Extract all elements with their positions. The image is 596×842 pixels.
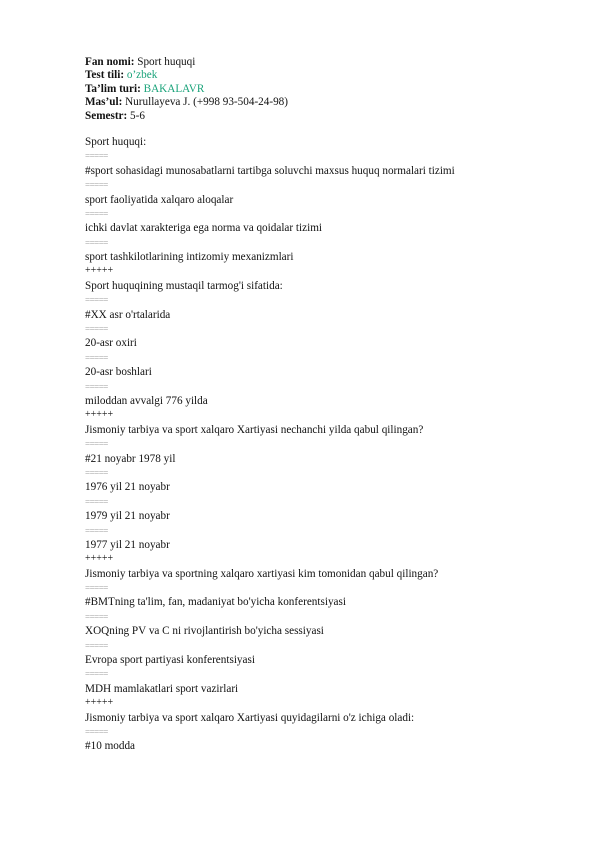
text-line: #BMTning ta'lim, fan, madaniyat bo'yicha konferentsiyasi bbox=[85, 596, 346, 609]
text-line: sport tashkilotlarining intizomiy mexanizmlari bbox=[85, 251, 294, 264]
separator-line: ===== bbox=[85, 324, 108, 335]
text-line: 20-asr boshlari bbox=[85, 366, 152, 379]
education-type-value: BAKALAVR bbox=[143, 82, 205, 95]
semester-value: 5-6 bbox=[130, 109, 145, 122]
question-separator: +++++ bbox=[85, 697, 114, 709]
separator-line: ===== bbox=[85, 237, 108, 248]
separator-line: ===== bbox=[85, 583, 108, 594]
responsible-line bbox=[85, 96, 565, 109]
text-line: #21 noyabr 1978 yil bbox=[85, 452, 176, 465]
responsible-value: Nurullayeva J. (+998 93-504-24-98) bbox=[125, 96, 288, 109]
separator-line: ===== bbox=[85, 295, 108, 306]
text-line: MDH mamlakatlari sport vazirlari bbox=[85, 682, 239, 695]
text-line: 1979 yil 21 noyabr bbox=[85, 510, 170, 523]
separator-line: ===== bbox=[85, 496, 108, 507]
text-line: XOQning PV va C ni rivojlantirish bo'yicha sessiyasi bbox=[85, 625, 324, 638]
subject-value: Sport huquqi bbox=[137, 56, 196, 68]
text-line: Sport huquqining mustaqil tarmog'i sifatida: bbox=[85, 279, 283, 292]
text-line: Sport huquqi: bbox=[85, 135, 147, 148]
text-line: sport faoliyatida xalqaro aloqalar bbox=[85, 193, 234, 206]
language-label: Test tili: bbox=[85, 69, 125, 82]
separator-line: ===== bbox=[85, 352, 108, 363]
text-line: #10 modda bbox=[85, 740, 136, 753]
document-page bbox=[85, 56, 565, 754]
text-line: miloddan avvalgi 776 yilda bbox=[85, 394, 208, 407]
separator-line: ===== bbox=[85, 525, 108, 536]
semester-label: Semestr: bbox=[85, 109, 128, 122]
question-list bbox=[85, 135, 565, 754]
responsible-label: Mas’ul: bbox=[85, 96, 123, 109]
separator-line: ===== bbox=[85, 439, 108, 450]
text-line: Jismoniy tarbiya va sport xalqaro Xartiyasi quyidagilarni o'z ichiga oladi: bbox=[85, 711, 415, 724]
education-type-label: Ta’lim turi: bbox=[85, 82, 141, 95]
text-line: ichki davlat xarakteriga ega norma va qoidalar tizimi bbox=[85, 222, 323, 235]
language-value: o’zbek bbox=[126, 69, 158, 82]
language-line bbox=[85, 69, 565, 82]
separator-line: ===== bbox=[85, 180, 108, 191]
question-separator: +++++ bbox=[85, 409, 114, 421]
text-line: #sport sohasidagi munosabatlarni tartibga soluvchi maxsus huquq normalari tizimi bbox=[85, 164, 455, 177]
question-separator: +++++ bbox=[85, 265, 114, 277]
subject-line bbox=[85, 56, 565, 69]
text-line: 1977 yil 21 noyabr bbox=[85, 538, 170, 551]
education-type-line bbox=[85, 83, 565, 96]
text-line: Evropa sport partiyasi konferentsiyasi bbox=[85, 654, 255, 667]
separator-line: ===== bbox=[85, 611, 108, 622]
separator-line: ===== bbox=[85, 151, 108, 162]
question-separator: +++++ bbox=[85, 553, 114, 565]
separator-line: ===== bbox=[85, 208, 108, 219]
header-spacer bbox=[85, 123, 565, 135]
text-line: #XX asr o'rtalarida bbox=[85, 308, 171, 321]
text-line: Jismoniy tarbiya va sportning xalqaro xartiyasi kim tomonidan qabul qilingan? bbox=[85, 567, 439, 580]
semester-line bbox=[85, 110, 565, 123]
text-line: Jismoniy tarbiya va sport xalqaro Xartiyasi nechanchi yilda qabul qilingan? bbox=[85, 423, 424, 436]
text-line: 20-asr oxiri bbox=[85, 337, 137, 350]
separator-line: ===== bbox=[85, 381, 108, 392]
subject-label: Fan nomi: bbox=[85, 56, 135, 68]
separator-line: ===== bbox=[85, 726, 108, 737]
separator-line: ===== bbox=[85, 669, 108, 680]
text-line: 1976 yil 21 noyabr bbox=[85, 481, 170, 494]
separator-line: ===== bbox=[85, 467, 108, 478]
separator-line: ===== bbox=[85, 640, 108, 651]
